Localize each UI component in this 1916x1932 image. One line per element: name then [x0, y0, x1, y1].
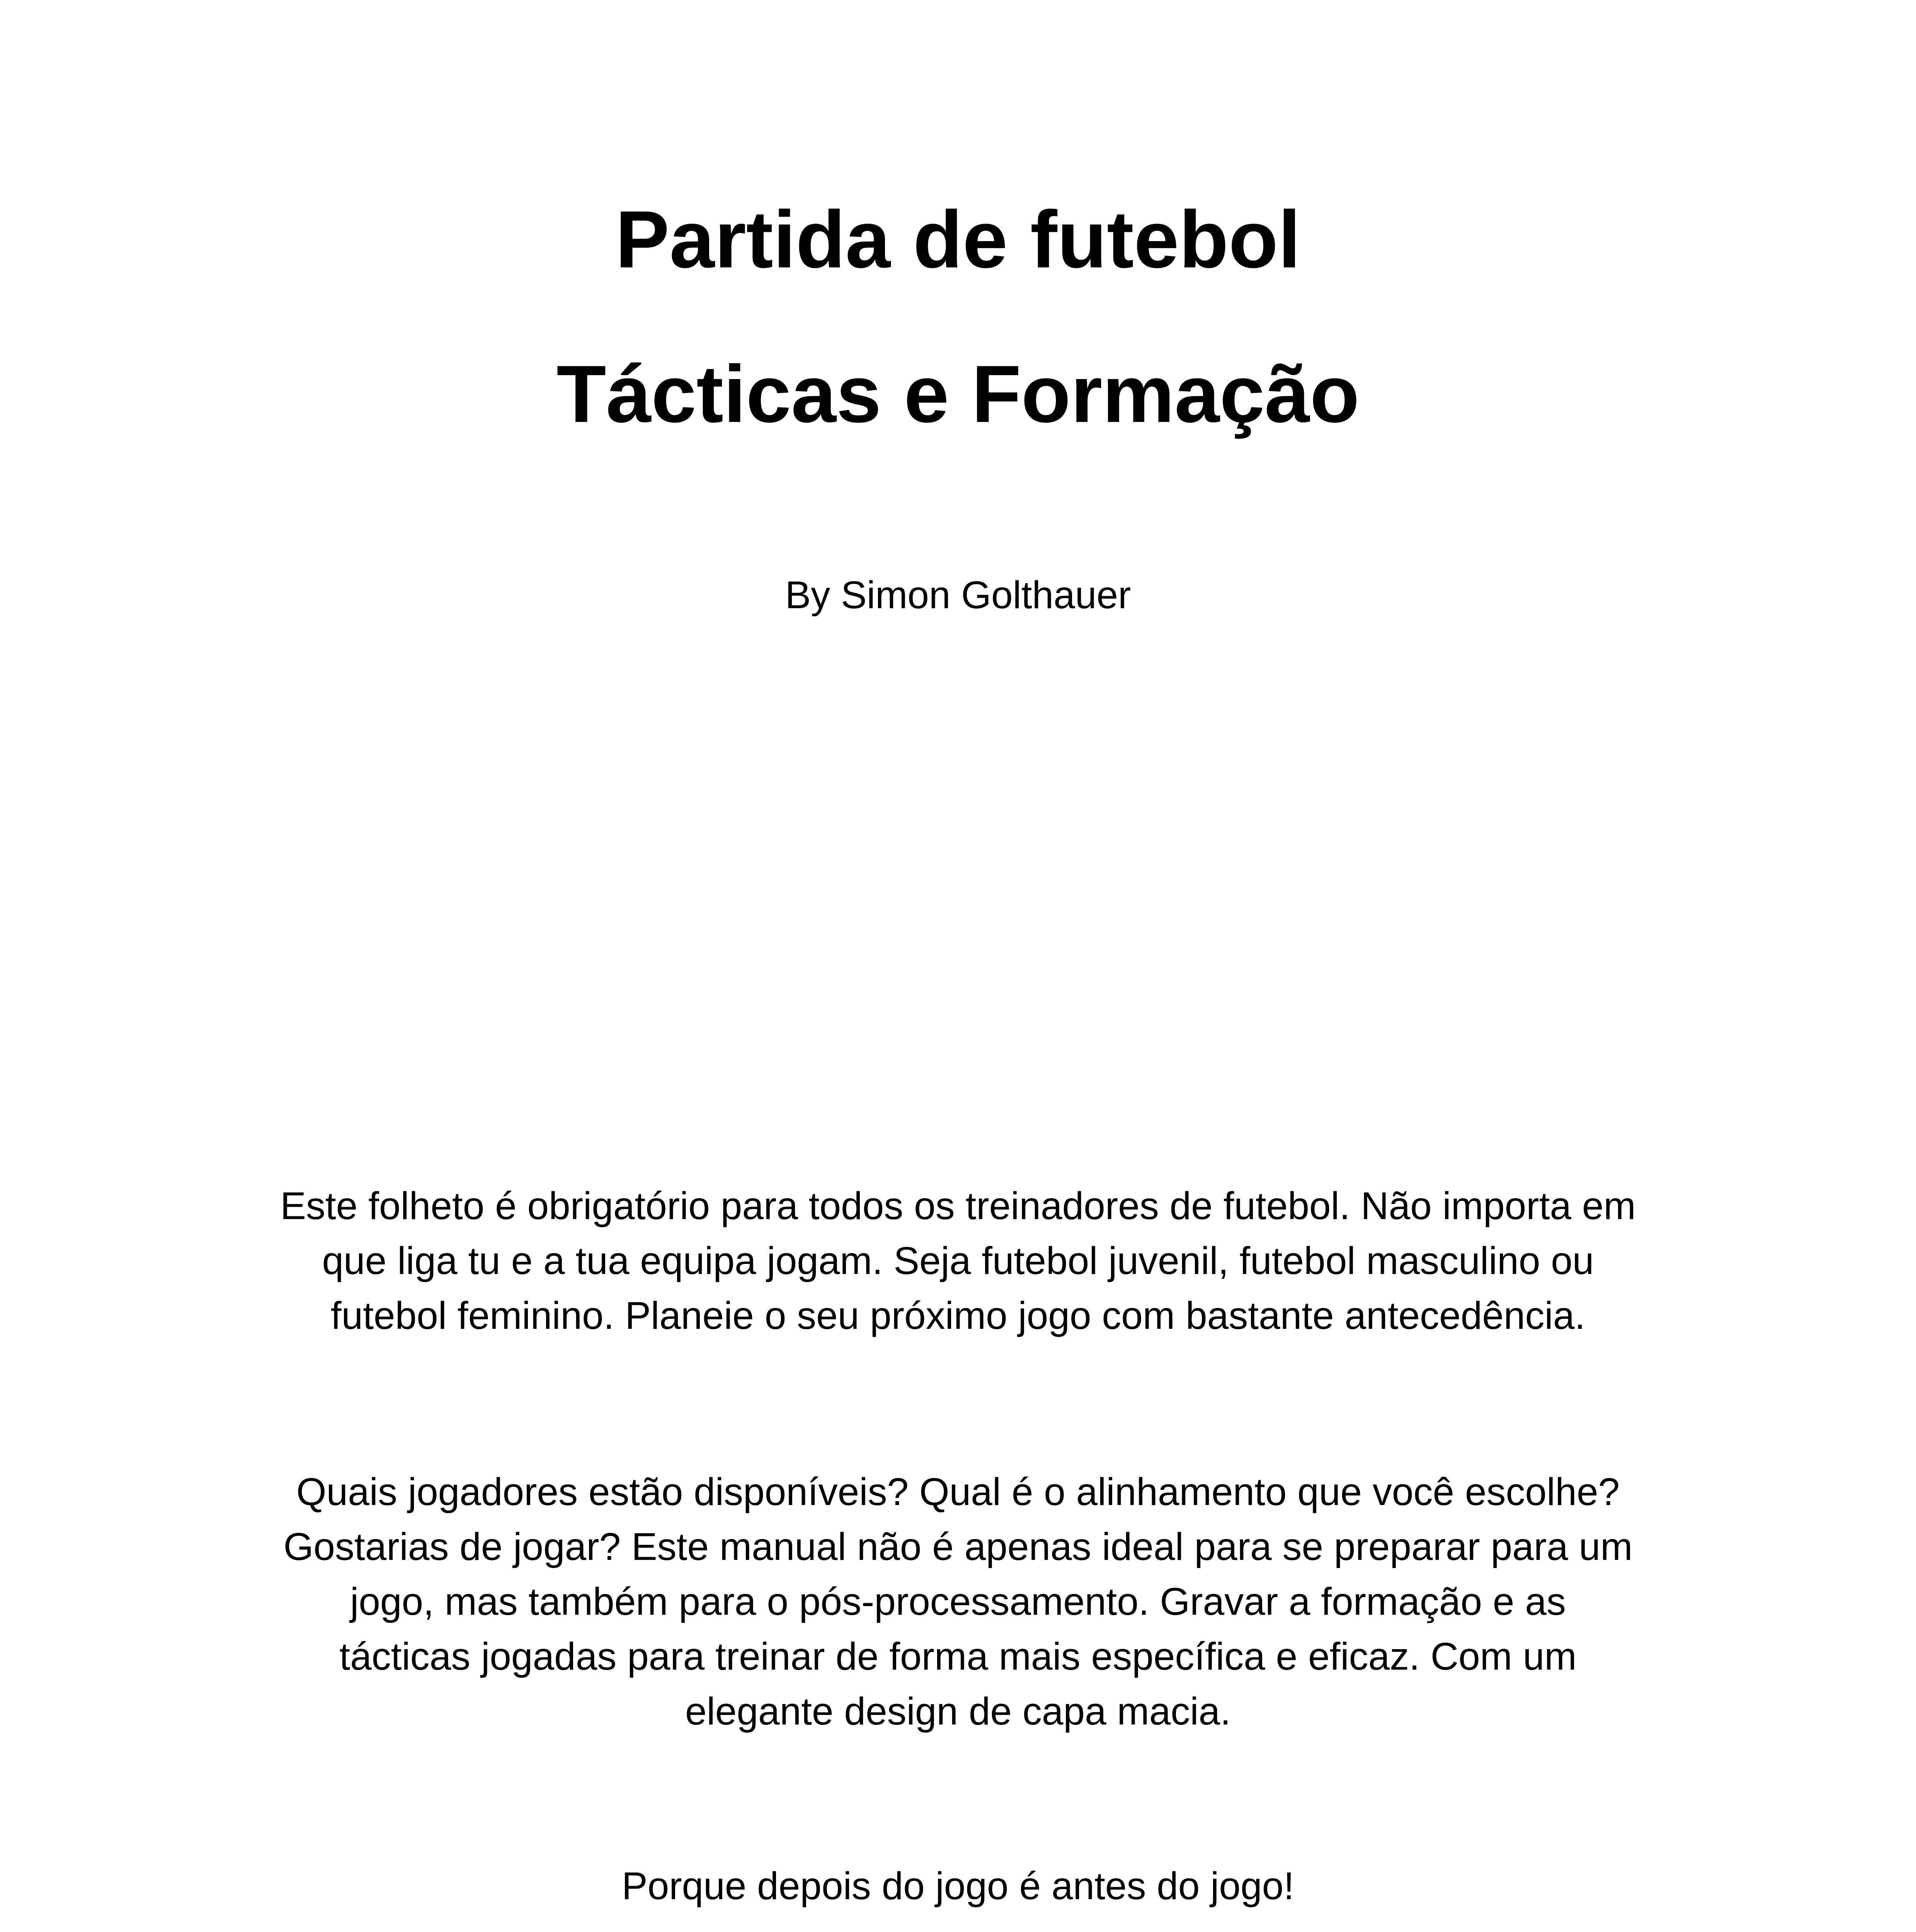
intro-paragraph — [0, 1179, 1916, 1343]
paragraph-line: que liga tu e a tua equipa jogam. Seja futebol juvenil, futebol masculino ou — [322, 1239, 1594, 1282]
paragraph-line: jogo, mas também para o pós-processamento. Gravar a formação e as — [350, 1580, 1566, 1623]
paragraph-line: Este folheto é obrigatório para todos os treinadores de futebol. Não importa em — [280, 1184, 1636, 1228]
title-line-2: Tácticas e Formação — [556, 349, 1360, 439]
paragraph-line: Gostarias de jogar? Este manual não é apenas ideal para se preparar para um — [283, 1525, 1633, 1568]
paragraph-line: Porque depois do jogo é antes do jogo! — [621, 1864, 1295, 1908]
paragraph-line: Quais jogadores estão disponíveis? Qual é o alinhamento que você escolhe? — [296, 1470, 1620, 1514]
title-line-1: Partida de futebol — [615, 194, 1301, 285]
closing-paragraph — [0, 1859, 1916, 1913]
paragraph-line: futebol feminino. Planeie o seu próximo jogo com bastante antecedência. — [330, 1294, 1586, 1337]
author-byline: By Simon Golthauer — [785, 573, 1131, 617]
paragraph-line: tácticas jogadas para treinar de forma mais específica e eficaz. Com um — [339, 1635, 1577, 1678]
paragraph-line: elegante design de capa macia. — [685, 1690, 1231, 1733]
description-paragraph — [0, 1464, 1916, 1739]
